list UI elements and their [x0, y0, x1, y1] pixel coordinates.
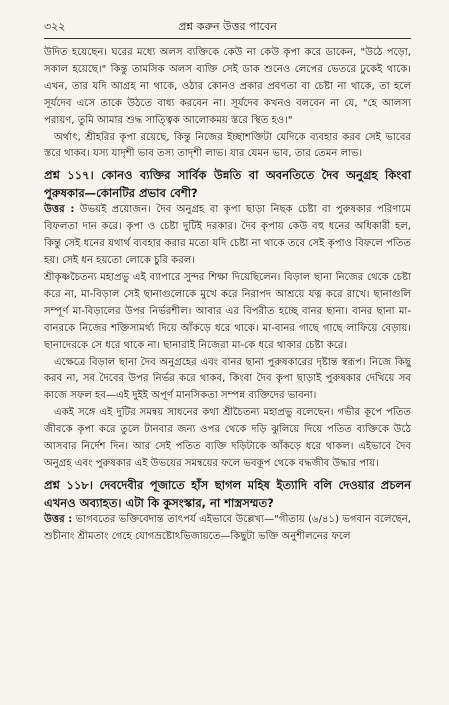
page-number: ৩২২: [44, 20, 66, 33]
header-rule: [44, 38, 411, 39]
answer-text: উভয়ই প্রয়োজন। দৈব অনুগ্রহ বা কৃপা ছাড়া নিছক চেষ্টা বা পুরুষকার পরিণামে বিফলতা দান করে। কৃপা ও চেষ্টা দুটিই দরকার। দৈব কৃপায় কেউ বহু ধনের অধিকারী হল, কিন্তু সেই ধনের যথার্থ ব্যবহার করার মতো যদি চেষ্টা না থাকে তবে সেই কৃপাও বিফলে পতিত হয়। সেই ধন হয়তো লোকে চুরি করল।: [44, 204, 411, 267]
answer-label: উত্তর :: [44, 204, 75, 216]
paragraph: এক্ষেত্রে বিড়াল ছানা দৈব অনুগ্রহের এবং বানর ছানা পুরুষকারের দৃষ্টান্ত স্বরূপ। নিজে কিছু করব না, সব দৈবের উপর নির্ভর করে থাকব, কিংবা দৈব কৃপা ছাড়াই পুরুষকার দেখিয়ে সব কাজে সফল হব—এই দুইই অপূর্ণ মানসিকতা সম্পন্ন ব্যক্তিদের ভাবনা।: [44, 356, 411, 402]
answer-label: উত্তর :: [44, 513, 73, 525]
answer-117-paragraph: [44, 202, 411, 270]
running-title: প্রশ্ন করুন উত্তর পাবেন: [178, 20, 277, 33]
paragraph: শ্রীকৃষ্ণচৈতন্য মহাপ্রভু এই ব্যাপারে সুন্দর শিক্ষা দিয়েছিলেন। বিড়াল ছানা নিজের থেকে চেষ্টা করে না, মা-বিড়াল সেই ছানাগুলোকে মুখে করে নিরাপদ আশ্রয়ে যত্ন করে রাখে। ছানাগুলি সম্পূর্ণ মা-বিড়ালের উপর নির্ভরশীল। আবার এর বিপরীত হচ্ছে বানর ছানা। বানর ছানা মা-বানরকে নিজের শক্তিসামর্থ্য দিয়ে আঁকড়ে ধরে থাকে। মা-বানর গাছে গাছে লাফিয়ে বেড়ায়। ছানাদেরকে সে ধরে থাকে না। ছানারাই নিজেরা মা-কে ধরে থাকার চেষ্টা করে।: [44, 271, 411, 351]
paragraph: একই সঙ্গে এই দুটির সমন্বয় সাধনের কথা শ্রীচৈতন্য মহাপ্রভু বলেছেন। গভীর কূপে পতিত জীবকে কৃপা করে তুলে টানবার জন্য ওপর থেকে দড়ি ঝুলিয়ে দিয়ে পতিত ব্যক্তিকে উঠে আসবার নির্দেশ দিন। আর সেই পতিত ব্যক্তি দড়িটাকে আঁকড়ে ধরে থাকল। এইভাবে দৈব অনুগ্রহ এবং পুরুষকার এই উভয়ের সমন্বয়ের ফলে ভবকূপ থেকে বদ্ধজীব উদ্ধার পায়।: [44, 407, 411, 469]
page-body: [44, 45, 411, 546]
question-117-heading: প্রশ্ন ১১৭। কোনও ব্যক্তির সার্বিক উন্নতি বা অবনতিতে দৈব অনুগ্রহ কিংবা পুরুষকার—কোনটির প্রভাব বেশী?: [44, 168, 411, 201]
answer-118-paragraph: [44, 512, 411, 546]
answer-text: ভাগবতের ভক্তিবেদান্ত তাৎপর্য এইভাবে উল্লেখ্য—"গীতায় (৬/৪১) ভগবান বলেছেন, শুচীনাং শ্রীমতাং গেহে যোগভ্রষ্টোঽভিজায়তে—কিছুটা ভক্তি অনুশীলনের ফলে: [44, 513, 411, 542]
page-header: [44, 8, 411, 32]
paragraph: উদিত হয়েছেন। ঘরের মধ্যে অলস ব্যক্তিকে কেউ না কেউ কৃপা করে ডাকেন, "উঠে পড়ো, সকাল হয়েছে।" কিন্তু তামসিক অলস ব্যক্তি সেই ডাক শুনেও লেপের ভেতরে ঢুকেই থাকে। এখন, তার যদি আগ্রহ না থাকে, ওঠার কোনও প্রকার প্রবণতা বা চেষ্টা না থাকে, তা হলে সূর্যদেব এসে তাকে উঠতে বাধ্য করবেন না। সূর্যদেব কখনও বলবেন না যে, "হে আলস্য পরায়ণ, তুমি আমার শুদ্ধ সাত্ত্বিক আলোকময় স্তরে স্থিত হও।": [44, 47, 411, 126]
paragraph: অর্থাৎ, শ্রীহরির কৃপা রয়েছে, কিন্তু নিজের ইচ্ছাশক্তিটা যেদিকে ব্যবহার করব সেই ভাবের স্তরে থাকব। যস্য যাদৃশী ভাব তস্য তাদৃশী লাভ। যার যেমন ভাব, তার তেমন লাভ।: [44, 131, 411, 160]
question-118-heading: প্রশ্ন ১১৮। দেবদেবীর পূজাতে হাঁস ছাগল মহিষ ইত্যাদি বলি দেওয়ার প্রচলন এখনও অব্যাহত। এটা কি কুসংস্কার, না শাস্ত্রসম্মত?: [44, 477, 411, 510]
